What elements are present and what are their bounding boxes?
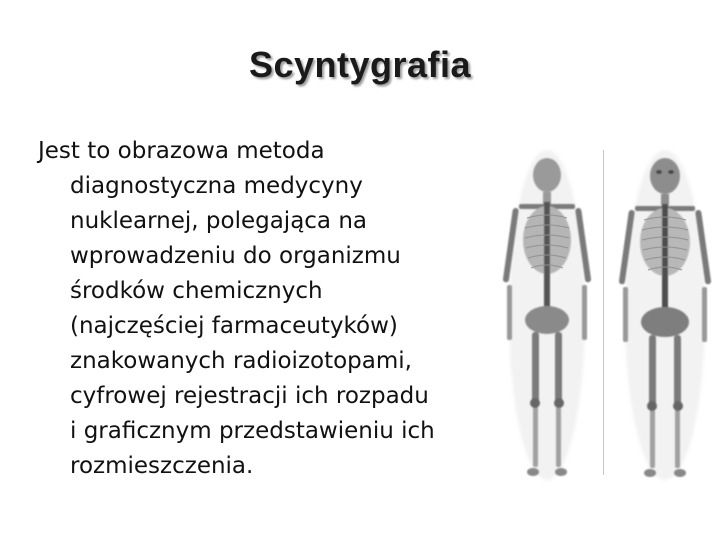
body-line: diagnostyczna medycyny (70, 173, 363, 199)
slide-body-text (38, 134, 488, 484)
body-line: środków chemicznych (70, 278, 323, 304)
body-line: znakowanych radioizotopami, (70, 348, 412, 374)
body-line: i graficznym przedstawieniu ich (70, 418, 435, 444)
slide-title: Scyntygrafia (248, 44, 472, 85)
body-line: (najczęściej farmaceutyków) (70, 313, 398, 339)
body-line: cyfrowej rejestracji ich rozpadu (70, 383, 429, 409)
skeleton-figure-right (619, 150, 712, 480)
bone-scan-image (485, 140, 720, 485)
body-line: rozmieszczenia. (70, 453, 254, 479)
body-line: nuklearnej, polegająca na (70, 208, 368, 234)
body-line: Jest to obrazowa metoda (38, 138, 325, 164)
skeleton-figure-left (503, 150, 592, 480)
body-line: wprowadzeniu do organizmu (70, 243, 401, 269)
